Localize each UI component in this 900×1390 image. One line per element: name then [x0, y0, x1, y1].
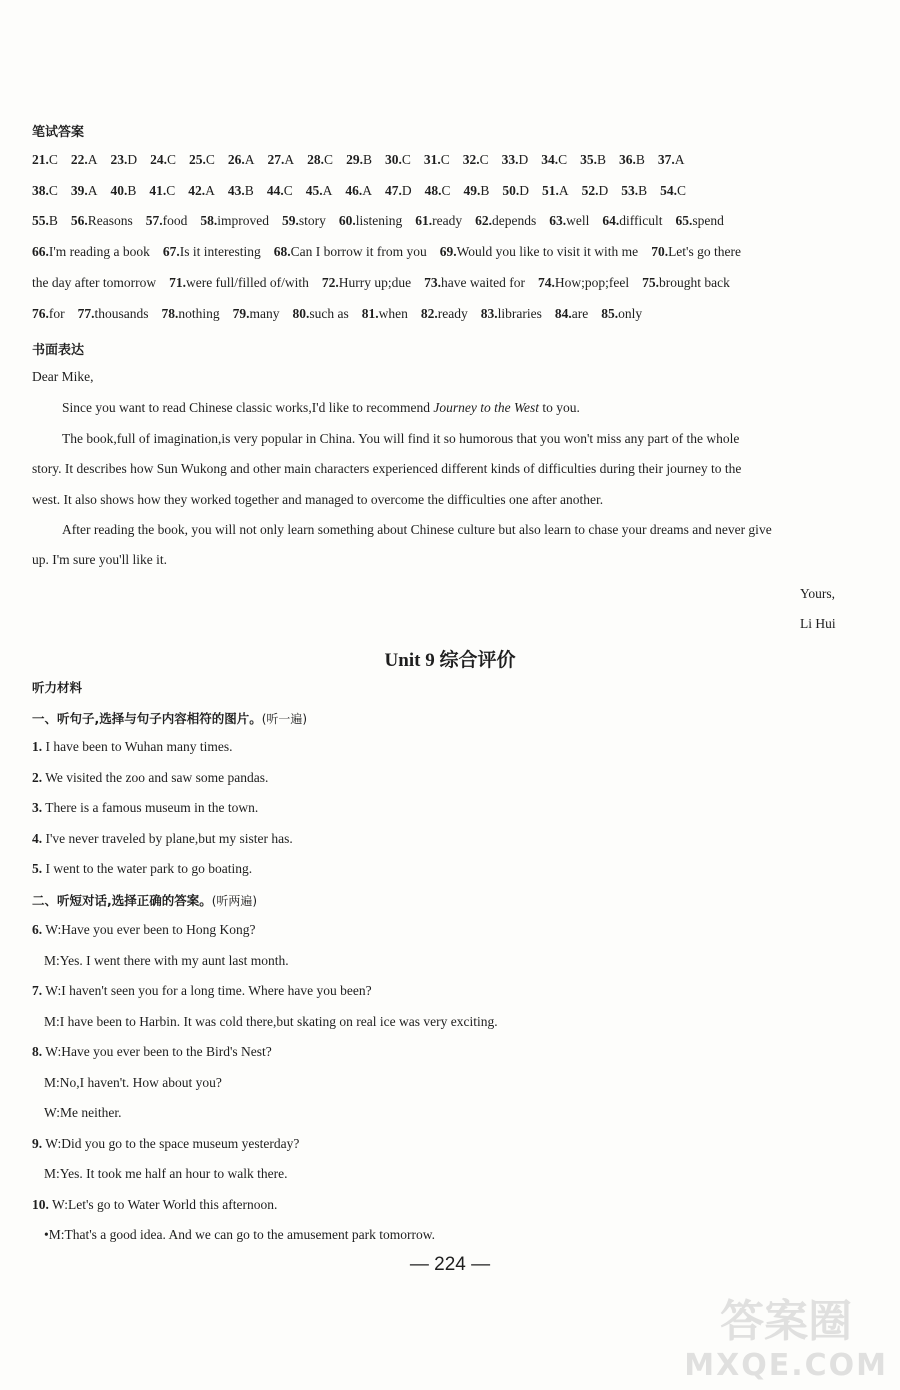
dialogue-line: 6. W:Have you ever been to Hong Kong? — [32, 922, 256, 937]
letter-paragraph-3-line-2: up. I'm sure you'll like it. — [32, 552, 167, 567]
answer-item: 21.C — [32, 152, 58, 167]
unit-title: Unit 9 综合评价 — [384, 650, 516, 671]
watermark-logo: 答案圈 MXQE.COM — [684, 1296, 888, 1383]
listening-sentence: 5. I went to the water park to go boating. — [32, 861, 253, 876]
answer-item: 27.A — [267, 152, 295, 167]
answer-row — [32, 152, 698, 168]
answer-item: 24.C — [150, 152, 177, 167]
answer-item: 48.C — [424, 183, 451, 198]
answer-item: 59.story — [282, 213, 326, 228]
listening-sentence: 4. I've never traveled by plane,but my sister has. — [32, 830, 293, 846]
answer-item: 53.B — [621, 183, 648, 198]
answer-item: 29.B — [346, 152, 372, 167]
dialogue-line: 10. W:Let's go to Water World this afternoon. — [32, 1196, 278, 1212]
dialogue-line: 9. W:Did you go to the space museum yesterday? — [32, 1135, 300, 1151]
answer-item: 38.C — [32, 183, 58, 198]
answer-item: 62.depends — [475, 213, 537, 228]
answer-item: 68.Can I borrow it from you — [273, 244, 427, 259]
answer-item: 54.C — [660, 183, 687, 198]
dialogue-line: W:Me neither. — [44, 1105, 122, 1120]
answer-item: 31.C — [423, 152, 450, 167]
listening-sentence: 1. I have been to Wuhan many times. — [32, 739, 233, 754]
letter-paragraph-2-line-1: The book,full of imagination,is very popular in China. You will find it so humorous that you won't miss any part of the whole — [62, 431, 740, 446]
answer-item: 34.C — [541, 152, 568, 167]
letter-closing: Yours, — [800, 586, 836, 601]
writing-heading: 书面表达 — [32, 343, 85, 358]
answer-item: 37.A — [657, 152, 685, 167]
dialogue-line: M:Yes. It took me half an hour to walk there. — [44, 1166, 288, 1181]
answer-row — [32, 213, 737, 229]
letter-paragraph-2-line-2: story. It describes how Sun Wukong and other main characters experienced different kinds of difficulties during their journey to the — [32, 461, 742, 476]
answer-item: 41.C — [149, 183, 176, 198]
answer-item: 66.I'm reading a book — [32, 244, 150, 259]
listening-sentence: 3. There is a famous museum in the town. — [32, 800, 259, 815]
answer-item: 84.are — [554, 306, 589, 321]
letter-paragraph-3-line-1: After reading the book, you will not only learn something about Chinese culture but also learn to chase your dreams and never give — [62, 522, 772, 537]
answer-item: 35.B — [580, 152, 607, 167]
answer-item: 44.C — [266, 183, 293, 198]
answer-item: 76.for — [32, 306, 65, 321]
letter-paragraph-1: Since you want to read Chinese classic works,I'd like to recommend Journey to the West to you. — [62, 400, 580, 415]
salutation: Dear Mike, — [32, 369, 94, 384]
answer-row — [32, 275, 743, 291]
answer-item: 42.A — [188, 183, 215, 198]
written-answers-heading: 笔试答案 — [32, 125, 85, 140]
answer-item: 75.brought back — [642, 275, 730, 290]
dialogue-line: M:Yes. I went there with my aunt last month. — [44, 952, 289, 968]
dialogue-line: 7. W:I haven't seen you for a long time. Where have you been? — [32, 983, 372, 998]
answer-item: 60.listening — [338, 213, 403, 228]
answer-item: 28.C — [307, 152, 334, 167]
answer-item: 67.Is it interesting — [162, 244, 261, 259]
answer-item: 63.well — [549, 213, 590, 228]
part1-heading: 一、听句子,选择与句子内容相符的图片。(听一遍) — [32, 711, 308, 726]
answer-item: 56.Reasons — [70, 213, 133, 228]
answer-item: 32.C — [462, 152, 489, 167]
letter-signature: Li Hui — [800, 616, 836, 631]
dialogue-line: M:No,I haven't. How about you? — [44, 1074, 222, 1090]
answer-item: 65.spend — [675, 213, 724, 228]
answer-item: 26.A — [227, 152, 255, 167]
answer-item: 46.A — [345, 183, 372, 198]
answer-item: 78.nothing — [161, 306, 220, 321]
answer-item: 71.were full/filled of/with — [169, 275, 309, 290]
answer-item: 40.B — [110, 183, 137, 198]
letter-paragraph-2-line-3: west. It also shows how they worked together and managed to overcome the difficulties one after another. — [32, 492, 604, 507]
listening-sentence: 2. We visited the zoo and saw some pandas. — [32, 769, 269, 785]
answer-item: 49.B — [463, 183, 490, 198]
answer-item: 55.B — [32, 213, 58, 228]
answer-item: 23.D — [110, 152, 138, 167]
dialogue-line: M:I have been to Harbin. It was cold there,but skating on real ice was very exciting. — [44, 1013, 498, 1029]
answer-item: 25.C — [189, 152, 215, 167]
answer-row — [32, 306, 655, 322]
answer-item: 36.B — [619, 152, 645, 167]
answer-item: 82.ready — [420, 306, 468, 321]
answer-item: 51.A — [541, 183, 569, 198]
answer-item: 77.thousands — [77, 306, 149, 321]
answer-item: 74.How;pop;feel — [538, 275, 630, 290]
answer-item: 43.B — [227, 183, 254, 198]
listening-heading: 听力材料 — [32, 680, 83, 695]
answer-item: 81.when — [361, 306, 408, 321]
dialogue-line: 8. W:Have you ever been to the Bird's Nest? — [32, 1044, 272, 1059]
answer-item: 52.D — [581, 183, 609, 198]
answer-item: 80.such as — [292, 306, 349, 321]
dialogue-line: •M:That's a good idea. And we can go to the amusement park tomorrow. — [44, 1227, 435, 1242]
answer-item: 73.have waited for — [424, 275, 525, 290]
answer-item: 79.many — [232, 306, 280, 321]
answer-item: 85.only — [601, 306, 643, 321]
answer-item: 64.difficult — [602, 213, 663, 228]
answer-item: the day after tomorrow — [32, 275, 157, 290]
answer-item: 70.Let's go there — [651, 244, 741, 259]
answer-item: 30.C — [384, 152, 411, 167]
answer-item: 50.D — [502, 183, 529, 198]
answer-item: 61.ready — [415, 213, 463, 228]
answer-item: 69.Would you like to visit it with me — [439, 244, 639, 259]
book-title: Journey to the West — [433, 400, 539, 415]
answer-row — [32, 244, 754, 260]
part2-heading: 二、听短对话,选择正确的答案。(听两遍) — [32, 893, 258, 908]
answer-item: 47.D — [384, 183, 412, 198]
answer-item: 22.A — [70, 152, 98, 167]
answer-item: 58.improved — [200, 213, 270, 228]
answer-item: 57.food — [145, 213, 188, 228]
answer-item: 83.libraries — [480, 306, 542, 321]
answer-item: 39.A — [70, 183, 98, 198]
answer-item: 33.D — [501, 152, 529, 167]
answer-item: 72.Hurry up;due — [321, 275, 412, 290]
answer-row — [32, 183, 699, 199]
page-number: — 224 — — [409, 1254, 491, 1275]
answer-item: 45.A — [305, 183, 333, 198]
